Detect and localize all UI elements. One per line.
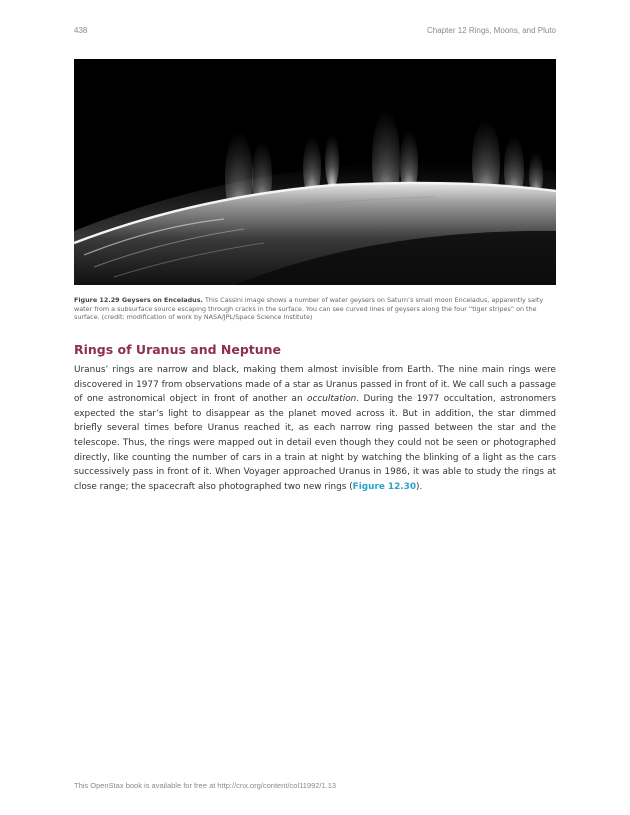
paragraph-text-1: Uranus’ rings are narrow and black, making them almost invisible from Earth. The nine main rings were discovered in 1977 from observations made of a star as Uranus passed in front of it. We call such a passage of one astronomical object in front of another an [74,365,556,405]
term-occultation: occultation [307,394,357,405]
paragraph-text-3: ). [416,481,423,492]
section-heading: Rings of Uranus and Neptune [74,342,282,357]
paragraph-text-2: . During the 1977 occultation, astronomers expected the star’s light to disappear as the planet moved across it. But in addition, the star dimmed briefly several times before Uranus reached it, as each narrow ring passed between the star and the telescope. Thus, the rings were mapped out in detail even though they could not be seen or photographed directly, like counting the number of cars in a train at night by watching the blinking of a light as the cars successively pass in front of it. When Voyager approached Uranus in 1986, it was able to study the rings at close range; the spacecraft also photographed two new rings ( [74,394,556,492]
figure-caption [74,296,556,322]
figure-12-30-link[interactable]: Figure 12.30 [352,481,417,492]
figure-label: Figure 12.29 Geysers on Enceladus. [74,296,203,304]
page-footer: This OpenStax book is available for free at http://cnx.org/content/col11992/1.13 [74,781,337,790]
figure-caption-text: This Cassini image shows a number of water geysers on Saturn’s small moon Enceladus, apparently salty water from a subsurface source escaping through cracks in the surface. You can see curved lines of geysers along the four “tiger stripes” on the surface. (credit: modification of work by NASA/JPL/Space Science Institute) [74,296,544,322]
page-number: 438 [74,26,88,35]
chapter-title: Chapter 12 Rings, Moons, and Pluto [427,26,556,35]
enceladus-photo [74,59,556,285]
body-paragraph [74,363,556,494]
enceladus-geysers-image [74,59,556,285]
